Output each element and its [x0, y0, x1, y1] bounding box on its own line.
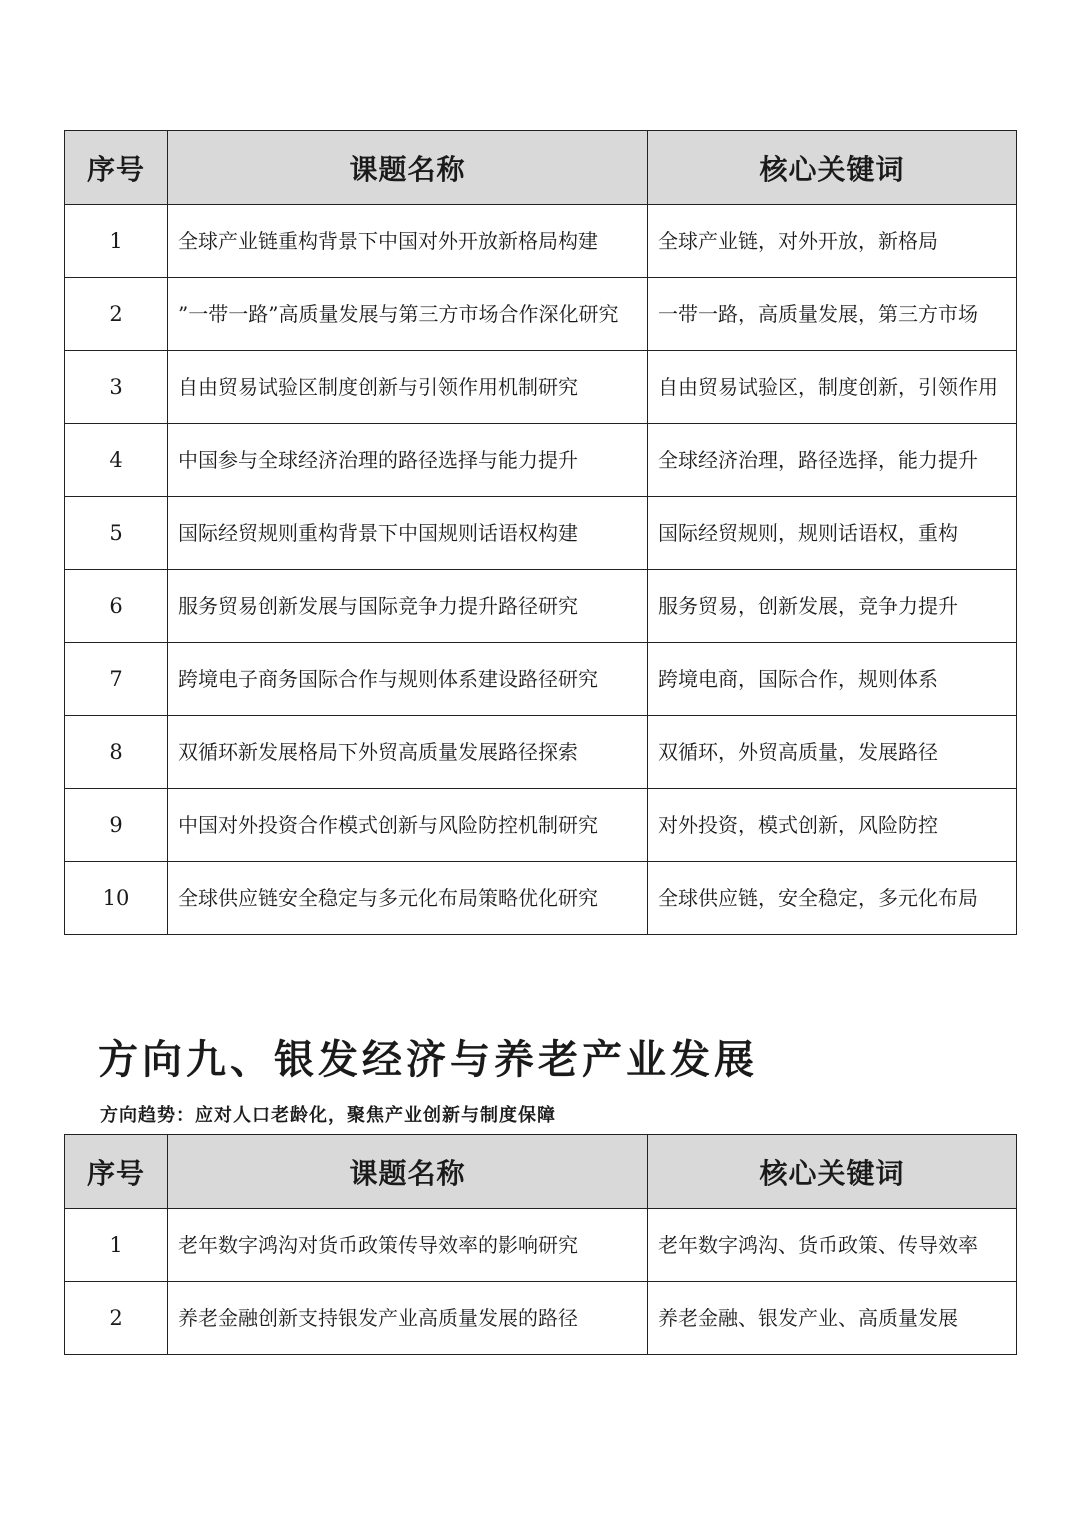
row-index: 10: [65, 862, 168, 935]
row-keywords: 全球供应链，安全稳定，多元化布局: [648, 862, 1017, 935]
table-row: [65, 424, 1017, 497]
topics-table-1: [64, 130, 1017, 935]
header-index: 序号: [65, 131, 168, 205]
table-row: [65, 351, 1017, 424]
table-row: [65, 570, 1017, 643]
topics-table-2: [64, 1134, 1017, 1355]
table-row: [65, 497, 1017, 570]
row-title: 服务贸易创新发展与国际竞争力提升路径研究: [168, 570, 648, 643]
row-keywords: 跨境电商，国际合作，规则体系: [648, 643, 1017, 716]
row-index: 2: [65, 278, 168, 351]
row-keywords: 老年数字鸿沟、货币政策、传导效率: [648, 1209, 1017, 1282]
header-title: 课题名称: [168, 1135, 648, 1209]
row-keywords: 全球产业链，对外开放，新格局: [648, 205, 1017, 278]
row-keywords: 养老金融、银发产业、高质量发展: [648, 1282, 1017, 1355]
row-index: 1: [65, 1209, 168, 1282]
table-row: [65, 278, 1017, 351]
row-title: 中国对外投资合作模式创新与风险防控机制研究: [168, 789, 648, 862]
table-row: [65, 716, 1017, 789]
row-keywords: 国际经贸规则，规则话语权，重构: [648, 497, 1017, 570]
table-header-row: [65, 1135, 1017, 1209]
row-keywords: 全球经济治理，路径选择，能力提升: [648, 424, 1017, 497]
row-index: 9: [65, 789, 168, 862]
table-row: [65, 1209, 1017, 1282]
row-index: 2: [65, 1282, 168, 1355]
table-row: [65, 643, 1017, 716]
row-title: 中国参与全球经济治理的路径选择与能力提升: [168, 424, 648, 497]
row-keywords: 服务贸易，创新发展，竞争力提升: [648, 570, 1017, 643]
table-header-row: [65, 131, 1017, 205]
row-index: 7: [65, 643, 168, 716]
row-title: 老年数字鸿沟对货币政策传导效率的影响研究: [168, 1209, 648, 1282]
row-keywords: 对外投资，模式创新，风险防控: [648, 789, 1017, 862]
row-title: 跨境电子商务国际合作与规则体系建设路径研究: [168, 643, 648, 716]
row-index: 4: [65, 424, 168, 497]
row-index: 8: [65, 716, 168, 789]
row-title: 国际经贸规则重构背景下中国规则话语权构建: [168, 497, 648, 570]
row-keywords: 一带一路，高质量发展，第三方市场: [648, 278, 1017, 351]
table-row: [65, 1282, 1017, 1355]
header-keywords: 核心关键词: [648, 1135, 1017, 1209]
row-index: 1: [65, 205, 168, 278]
row-title: 自由贸易试验区制度创新与引领作用机制研究: [168, 351, 648, 424]
table-row: [65, 789, 1017, 862]
header-title: 课题名称: [168, 131, 648, 205]
row-title: 双循环新发展格局下外贸高质量发展路径探索: [168, 716, 648, 789]
row-index: 3: [65, 351, 168, 424]
row-title: 全球产业链重构背景下中国对外开放新格局构建: [168, 205, 648, 278]
header-keywords: 核心关键词: [648, 131, 1017, 205]
row-title: 养老金融创新支持银发产业高质量发展的路径: [168, 1282, 648, 1355]
row-keywords: 自由贸易试验区，制度创新，引领作用: [648, 351, 1017, 424]
row-title: 全球供应链安全稳定与多元化布局策略优化研究: [168, 862, 648, 935]
table-row: [65, 205, 1017, 278]
row-title: ”一带一路”高质量发展与第三方市场合作深化研究: [168, 278, 648, 351]
row-index: 5: [65, 497, 168, 570]
table-row: [65, 862, 1017, 935]
header-index: 序号: [65, 1135, 168, 1209]
section-heading: 方向九、银发经济与养老产业发展: [98, 1036, 758, 1083]
row-index: 6: [65, 570, 168, 643]
section-trend: 方向趋势：应对人口老龄化，聚焦产业创新与制度保障: [100, 1105, 556, 1126]
row-keywords: 双循环，外贸高质量，发展路径: [648, 716, 1017, 789]
